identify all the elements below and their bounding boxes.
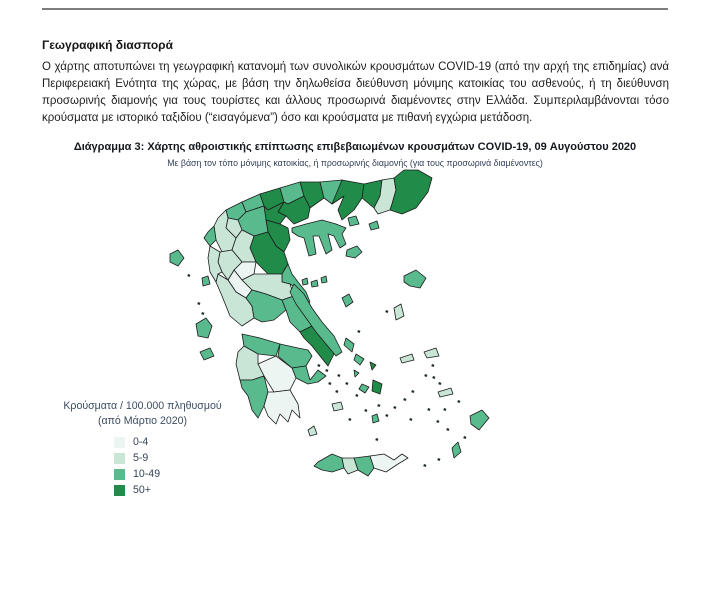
legend-label: 5-9 [133,452,149,464]
small-island [328,382,331,385]
region-skiathos [302,278,308,285]
small-island [355,394,358,397]
small-island [403,398,406,401]
region-laconia [264,390,300,424]
legend-title-line2: (από Μάρτιο 2020) [97,414,188,427]
small-island [348,418,351,421]
region-naxos [372,380,382,394]
region-chios [394,304,404,320]
small-island [446,428,449,431]
small-island [424,374,427,377]
region-kos [438,388,453,397]
section-heading: Γεωγραφική διασπορά [42,38,173,52]
region-mykonos [370,362,376,370]
region-tinos [354,354,364,365]
small-island [375,438,378,441]
region-ikaria [400,354,414,363]
region-limnos [346,246,362,258]
region-corfu [170,250,184,266]
region-lesvos [404,270,426,288]
small-island [431,364,434,367]
region-thasos [348,216,359,226]
small-island [335,390,338,393]
region-andros [344,338,354,352]
region-messinia [240,376,268,418]
region-samos [424,348,439,358]
region-lasithi [370,454,408,472]
small-island [385,414,388,417]
region-milos [332,402,343,411]
region-karpathos [452,442,461,458]
legend-swatch-10-49 [114,469,125,480]
region-syros [354,370,359,377]
legend-swatch-0-4 [114,437,125,448]
small-island [432,376,435,379]
map-legend [45,399,240,498]
legend-row [114,450,240,466]
region-lefkada [202,276,210,286]
region-zakynthos [200,348,214,360]
region-skopelos [311,280,318,287]
figure-title: Διάγραμμα 3: Χάρτης αθροιστικής επίπτωσης επιβεβαιωμένων κρουσμάτων COVID-19, 09 Αυγούστου 2020 [73,141,637,153]
small-island [325,369,328,372]
small-island [427,408,430,411]
region-rhodes [470,410,489,430]
region-samothraki [369,221,379,230]
small-island [364,409,367,412]
legend-label: 50+ [133,484,151,496]
legend-label: 0-4 [133,436,149,448]
legend-row [114,482,240,498]
body-paragraph: Ο χάρτης αποτυπώνει τη γεωγραφική κατανομή των συνολικών κρουσμάτων COVID-19 (από την αρχή της επιδημίας) ανά Περιφερειακή Ενότητα της χώρας, με βάση την δηλωθείσα διεύθυνση μόνιμης κατοικίας του ασθενούς, ή τη διεύθυνση προσωρινής διαμονής για τους τουρίστες και άλλους προσωρινά διαμένοντες στην Ελλάδα. Συμπεριλαμβάνονται τόσο κρούσματα με ιστορικό ταξιδίου (“εισαγόμενα”) όσο και κρούσματα με πιθανή εγχώρια μετάδοση. [42,61,669,124]
legend-row [114,434,240,450]
legend-row [114,466,240,482]
small-island [436,420,439,423]
region-thesprotia [204,226,216,246]
small-island [385,310,388,313]
small-island [337,374,340,377]
small-island [443,408,446,411]
small-island [393,406,396,409]
legend-title-line1: Κρούσματα / 100.000 πληθυσμού [63,400,222,412]
region-argolida [292,366,326,384]
top-divider-rule [42,8,668,10]
region-chalkidiki [292,220,346,256]
legend-label: 10-49 [133,468,161,480]
small-island [377,404,380,407]
region-evros [390,170,432,214]
region-santorini [372,414,379,423]
legend-items [114,434,240,498]
small-island [411,390,414,393]
small-island [437,458,440,461]
small-island [201,312,204,315]
legend-swatch-5-9 [114,453,125,464]
small-island [187,274,190,277]
legend-swatch-50plus [114,485,125,496]
small-island [409,418,412,421]
small-island [438,382,441,385]
small-island [423,464,426,467]
small-island [197,302,200,305]
region-paros [359,384,369,393]
region-kythira [308,426,317,436]
small-island [345,382,348,385]
region-alonissos [321,276,327,283]
region-kefalonia [196,318,212,338]
small-island [357,330,360,333]
small-island [317,364,320,367]
figure-subtitle: Με βάση τον τόπο μόνιμης κατοικίας, ή προσωρινής διαμονής (για τους προσωρινά διαμένοντες) [167,158,543,168]
region-chania [314,454,344,472]
region-skyros [342,294,353,307]
small-island [463,436,466,439]
small-island [457,400,460,403]
